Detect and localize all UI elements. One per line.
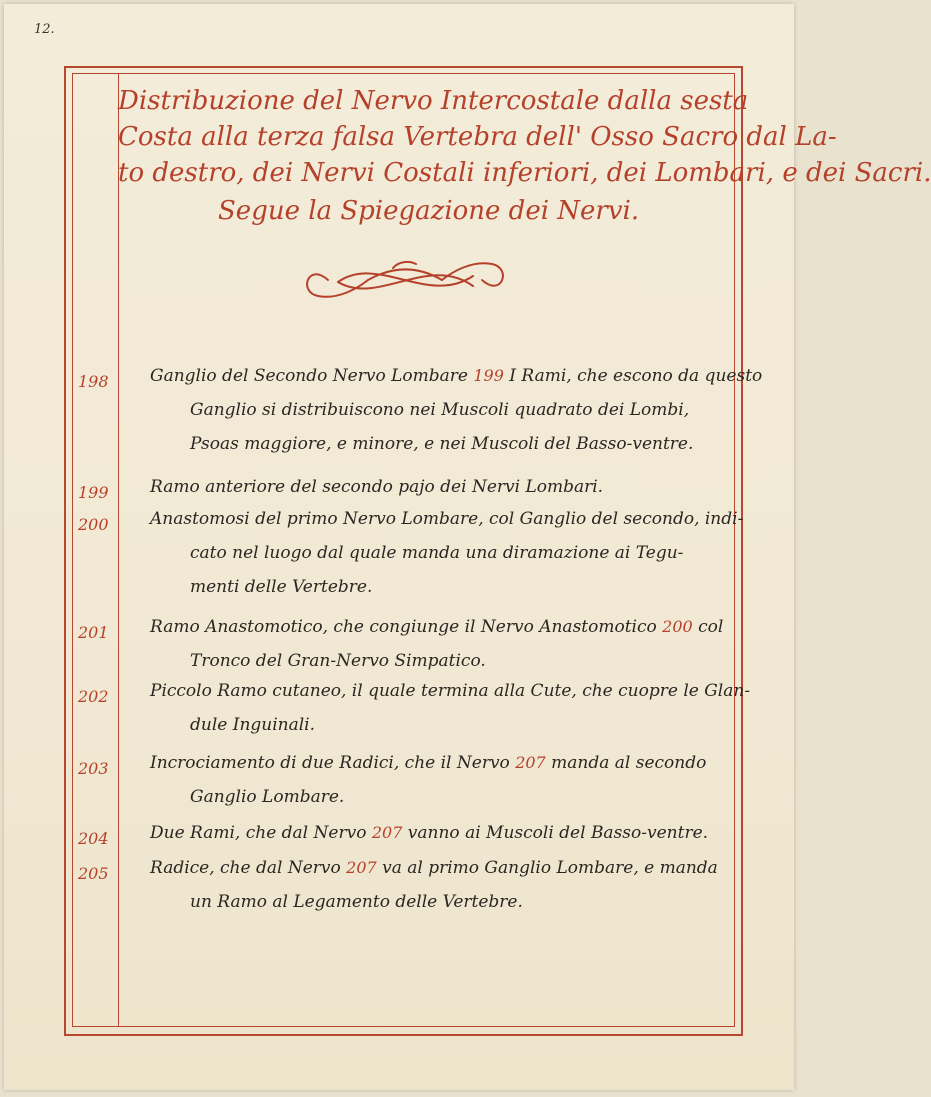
entry-number: 203 [78,759,109,778]
entry-text: Piccolo Ramo cutaneo, il quale termina alla Cute, che cuopre le Glan- [150,681,751,701]
entry-text: Incrociamento di due Radici, che il Nervo [150,753,516,773]
entry-line [150,823,708,843]
nerve-reference-number: 207 [515,753,546,772]
nerve-reference-number: 207 [371,823,403,842]
entry-text: Psoas maggiore, e minore, e nei Muscoli del Basso-ventre. [190,434,694,454]
entry-text: I Rami, che escono da questo [503,366,763,386]
entry-text: Ganglio Lombare. [190,787,345,807]
entry-text: Tronco del Gran-Nervo Simpatico. [190,651,486,671]
nerve-reference-number: 200 [662,617,693,636]
title-line: Distribuzione del Nervo Intercostale dalla sesta [118,86,749,116]
entry-number: 200 [78,515,109,534]
entry-number: 202 [78,687,109,706]
entry-text: cato nel luogo dal quale manda una diramazione ai Tegu- [190,543,684,563]
entry-text: Due Rami, che dal Nervo [150,823,372,843]
entry-line [190,651,486,671]
entry-number: 199 [78,483,109,502]
title-line: to destro, dei Nervi Costali inferiori, dei Lombari, e dei Sacri. [118,158,931,188]
entry-text: Ramo anteriore del secondo pajo dei Nervi Lombari. [150,477,604,497]
entry-text: col [692,617,724,637]
entry-line [150,617,723,637]
entry-number: 198 [78,372,109,391]
entry-text: manda al secondo [545,753,707,773]
entry-line [190,434,693,454]
entry-line [150,753,706,773]
entry-line [150,366,762,386]
flourish-ornament [298,252,512,308]
entry-text: Radice, che dal Nervo [150,858,347,878]
entry-text: va al primo Ganglio Lombare, e manda [376,858,718,878]
entry-text: Ramo Anastomotico, che congiunge il Nervo Anastomotico [150,617,663,637]
entry-line [150,681,750,701]
entry-number: 205 [78,864,109,883]
page-number: 12. [34,22,55,37]
entry-number: 201 [78,623,109,642]
entry-line [150,858,718,878]
nerve-reference-number: 207 [346,858,377,877]
entry-text: Ganglio si distribuiscono nei Muscoli quadrato dei Lombi, [190,400,690,420]
entry-text: dule Inguinali. [190,715,316,735]
entry-number: 204 [78,829,109,848]
entry-line [190,892,523,912]
entry-text: vanno ai Muscoli del Basso-ventre. [402,823,709,843]
entry-line [190,577,372,597]
entry-line [190,400,689,420]
entry-text: un Ramo al Legamento delle Vertebre. [190,892,523,912]
title-line: Segue la Spiegazione dei Nervi. [218,196,640,226]
entry-text: Ganglio del Secondo Nervo Lombare [150,366,474,386]
margin-rule [118,73,119,1026]
entry-line [150,477,603,497]
nerve-reference-number: 199 [473,366,504,385]
entry-line [190,543,683,563]
entry-line [190,715,315,735]
title-line: Costa alla terza falsa Vertebra dell' Osso Sacro dal La- [118,122,837,152]
entry-text: Anastomosi del primo Nervo Lombare, col Ganglio del secondo, indi- [150,509,744,529]
entry-line [150,509,743,529]
entry-text: menti delle Vertebre. [190,577,373,597]
entry-line [190,787,344,807]
